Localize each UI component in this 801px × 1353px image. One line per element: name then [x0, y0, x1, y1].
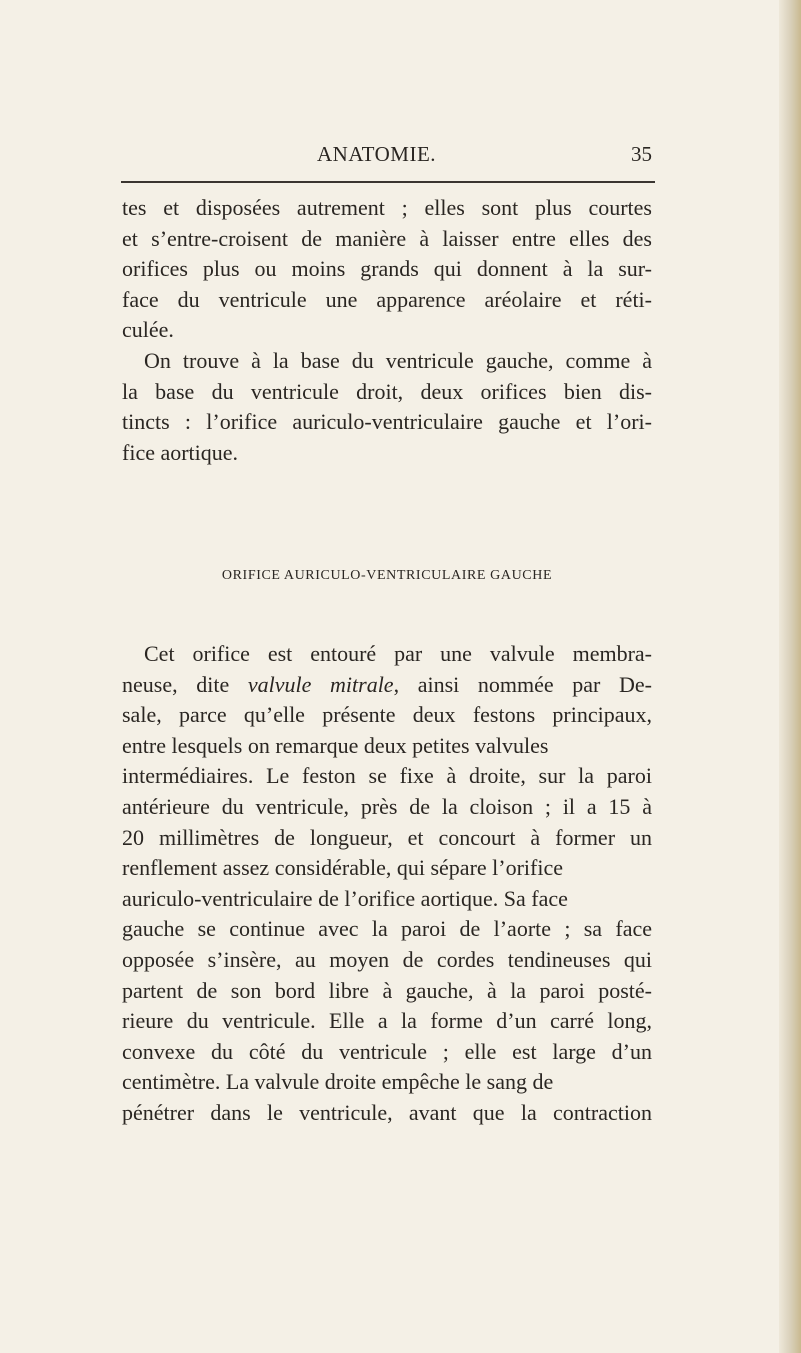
- text-line: et s’entre-croisent de manière à laisser entre elles des: [122, 225, 652, 251]
- text-line: face du ventricule une apparence aréolaire et réti-: [122, 286, 652, 312]
- text-line: partent de son bord libre à gauche, à la paroi posté-: [122, 977, 652, 1003]
- header-rule: [121, 181, 655, 183]
- text-segment: neuse, dite: [122, 671, 248, 697]
- section-heading: ORIFICE AURICULO-VENTRICULAIRE GAUCHE: [221, 568, 553, 583]
- text-line: tes et disposées autrement ; elles sont plus courtes: [122, 195, 652, 220]
- text-line: antérieure du ventricule, près de la cloison ; il a 15 à: [122, 793, 652, 819]
- paragraph-3: [122, 639, 652, 1129]
- body-text-top: [122, 193, 652, 468]
- page-edge-shadow: [779, 0, 801, 1353]
- text-line: renflement assez considérable, qui sépare l’orifice: [122, 855, 564, 881]
- text-line: On trouve à la base du ventricule gauche, comme à: [144, 347, 652, 373]
- text-line: Cet orifice est entouré par une valvule membra-: [144, 641, 652, 666]
- text-segment: , ainsi nommée par De-: [393, 671, 652, 697]
- running-head: [0, 142, 801, 174]
- italic-term: valvule mitrale: [247, 671, 394, 697]
- text-line: 20 millimètres de longueur, et concourt à former un: [122, 824, 652, 850]
- text-line: fice aortique.: [122, 439, 239, 465]
- paragraph-2: [122, 346, 652, 468]
- body-text-bottom: [122, 639, 652, 1129]
- text-line: rieure du ventricule. Elle a la forme d’un carré long,: [122, 1008, 652, 1034]
- page-number: 35: [631, 142, 652, 166]
- text-line: orifices plus ou moins grands qui donnent à la sur-: [122, 256, 652, 282]
- text-line: opposée s’insère, au moyen de cordes tendineuses qui: [122, 946, 652, 972]
- text-line: entre lesquels on remarque deux petites valvules: [122, 732, 549, 758]
- text-line: sale, parce qu’elle présente deux festons principaux,: [122, 702, 652, 728]
- text-line: gauche se continue avec la paroi de l’aorte ; sa face: [122, 916, 652, 942]
- paragraph-1: [122, 193, 652, 346]
- text-line: culée.: [122, 317, 174, 343]
- text-line: la base du ventricule droit, deux orifices bien dis-: [122, 378, 652, 404]
- text-line: convexe du côté du ventricule ; elle est large d’un: [122, 1038, 652, 1064]
- text-line: tincts : l’orifice auriculo-ventriculaire gauche et l’ori-: [122, 409, 652, 435]
- text-line: intermédiaires. Le feston se fixe à droite, sur la paroi: [122, 763, 652, 789]
- text-line-with-term: [122, 670, 652, 701]
- running-title: ANATOMIE.: [317, 142, 437, 166]
- text-line: centimètre. La valvule droite empêche le sang de: [122, 1069, 554, 1095]
- text-line: auriculo-ventriculaire de l’orifice aortique. Sa face: [122, 885, 568, 911]
- text-line: pénétrer dans le ventricule, avant que la contraction: [122, 1099, 652, 1125]
